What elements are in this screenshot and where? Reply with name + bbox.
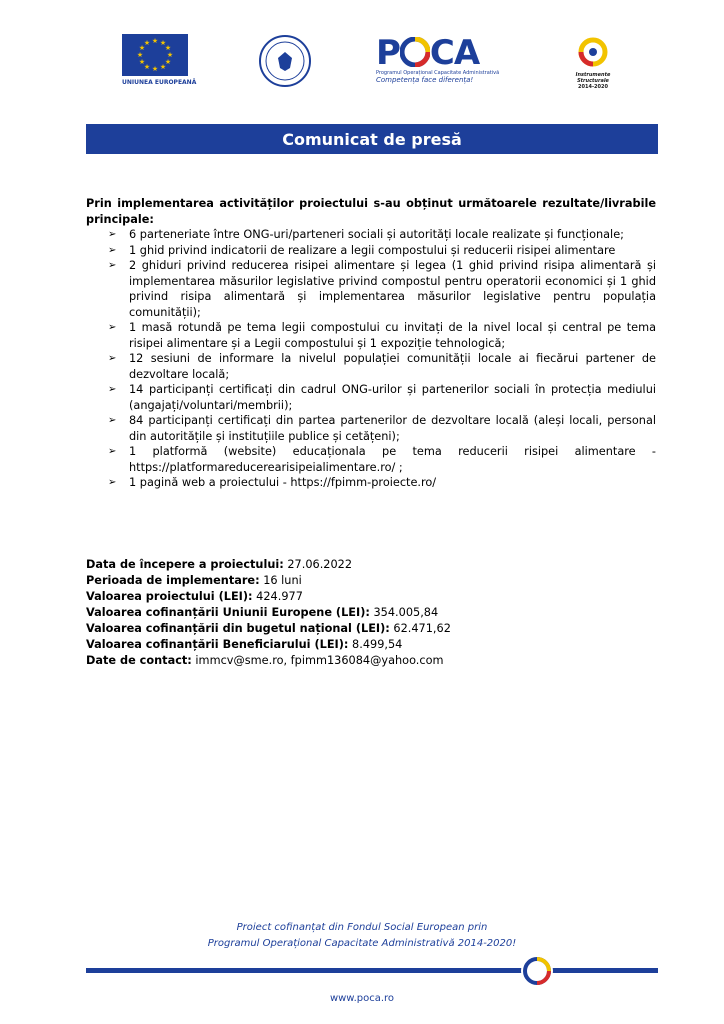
svg-text:★: ★ [159, 39, 167, 47]
structural-instruments-caption: Instrumente Structurale [575, 72, 611, 84]
list-item: ➢ 1 masă rotundă pe tema legii compostului cu invitați de la nivel local și central pe tema risipei alimentare și a Legii compostului și 1 expoziție tehnologică; [108, 321, 656, 350]
page-title-banner [86, 124, 658, 154]
list-item: ➢ 84 participanți certificați din partea partenerilor de dezvoltare locală (aleși locali, personal din autoritățile și instituțiile publice și cetățeni); [108, 414, 656, 443]
list-item: ➢ 12 sesiuni de informare la nivelul populației comunității locale ai fiecărui partener de dezvoltare locală; [108, 352, 656, 381]
detail-period: Perioada de implementare: 16 luni [86, 574, 302, 587]
poca-o-icon [400, 37, 430, 67]
list-item: ➢ 14 participanți certificați din cadrul ONG-urilor și partenerilor sociali în protecția mediului (angajați/voluntari/membrii); [108, 383, 656, 412]
results-list [86, 227, 656, 491]
project-details [86, 557, 656, 669]
arrow-bullet-icon: ➢ [108, 260, 117, 271]
detail-contact: Date de contact: immcv@sme.ro, fpimm136084@yahoo.com [86, 654, 444, 667]
structural-instruments-logo [566, 34, 620, 90]
arrow-bullet-icon: ➢ [108, 322, 117, 333]
svg-text:★: ★ [138, 44, 146, 52]
footer-note [0, 920, 724, 952]
footer-divider [86, 968, 658, 973]
poca-logo [376, 34, 506, 84]
svg-text:★: ★ [166, 51, 174, 59]
arrow-bullet-icon: ➢ [108, 446, 117, 457]
government-seal-icon [258, 34, 312, 88]
list-item: ➢ 2 ghiduri privind reducerea risipei alimentare și legea (1 ghid privind risipa alimentară și implementarea măsurilor legislative privind compostul pentru operatorii economici și 1 ghid privind risipa alimentară și implementarea măsurilor legislative pentru populația comunității); [108, 259, 656, 319]
poca-subtitle: Programul Operațional Capacitate Administrativă [376, 70, 500, 76]
structural-instruments-years: 2014-2020 [578, 84, 608, 90]
results-section [86, 196, 656, 491]
detail-project-value: Valoarea proiectului (LEI): 424.977 [86, 590, 303, 603]
structural-instruments-icon [573, 34, 613, 68]
svg-text:★: ★ [138, 58, 146, 66]
eu-flag-icon [122, 34, 188, 76]
eu-caption: UNIUNEA EUROPEANĂ [122, 79, 197, 86]
list-item: ➢ 6 parteneriate între ONG-uri/parteneri sociali și autorități locale realizate și funcționale; [108, 228, 624, 241]
footer-line-2: Programul Operațional Capacitate Administrativă 2014-2020! [207, 938, 517, 949]
poca-wordmark: P CA [376, 33, 480, 73]
svg-text:★: ★ [159, 63, 167, 71]
detail-beneficiary-cofinancing: Valoarea cofinanțării Beneficiarului (LEI): 8.499,54 [86, 638, 403, 651]
footer-website-link[interactable]: www.poca.ro [329, 993, 395, 1004]
arrow-bullet-icon: ➢ [108, 229, 117, 240]
svg-text:★: ★ [164, 58, 172, 66]
svg-text:★: ★ [143, 63, 151, 71]
svg-text:★: ★ [164, 44, 172, 52]
svg-text:★: ★ [151, 65, 159, 73]
list-item: ➢ 1 platformă (website) educaționala pe tema reducerii risipei alimentare - https://platformareducerearisipeialimentare.ro/ ; [108, 445, 656, 474]
arrow-bullet-icon: ➢ [108, 244, 117, 256]
detail-eu-cofinancing: Valoarea cofinanțării Uniunii Europene (LEI): 354.005,84 [86, 606, 439, 619]
eu-logo [122, 34, 197, 86]
svg-text:★: ★ [136, 51, 144, 59]
arrow-bullet-icon: ➢ [108, 384, 117, 395]
arrow-bullet-icon: ➢ [108, 353, 117, 364]
footer-line-1: Proiect cofinanțat din Fondul Social European prin [236, 922, 488, 933]
detail-start-date: Data de începere a proiectului: 27.06.2022 [86, 558, 353, 571]
footer-poca-icon [520, 954, 554, 988]
svg-text:★: ★ [143, 39, 151, 47]
page-title: Comunicat de presă [282, 129, 462, 149]
arrow-bullet-icon: ➢ [108, 477, 117, 488]
header-logos [0, 30, 724, 90]
list-item: ➢ 1 pagină web a proiectului - https://fpimm-proiecte.ro/ [108, 476, 437, 489]
intro-paragraph: Prin implementarea activităților proiectului s-au obținut următoarele rezultate/livrabile principale: [86, 197, 656, 226]
arrow-bullet-icon: ➢ [108, 415, 117, 426]
poca-slogan: Competența face diferența! [376, 76, 474, 84]
list-item: ➢ 1 ghid privind indicatorii de realizare a legii compostului și reducerii risipei alimentare [108, 243, 616, 257]
detail-national-cofinancing: Valoarea cofinanțării din bugetul național (LEI): 62.471,62 [86, 622, 451, 635]
svg-text:★: ★ [151, 37, 159, 45]
